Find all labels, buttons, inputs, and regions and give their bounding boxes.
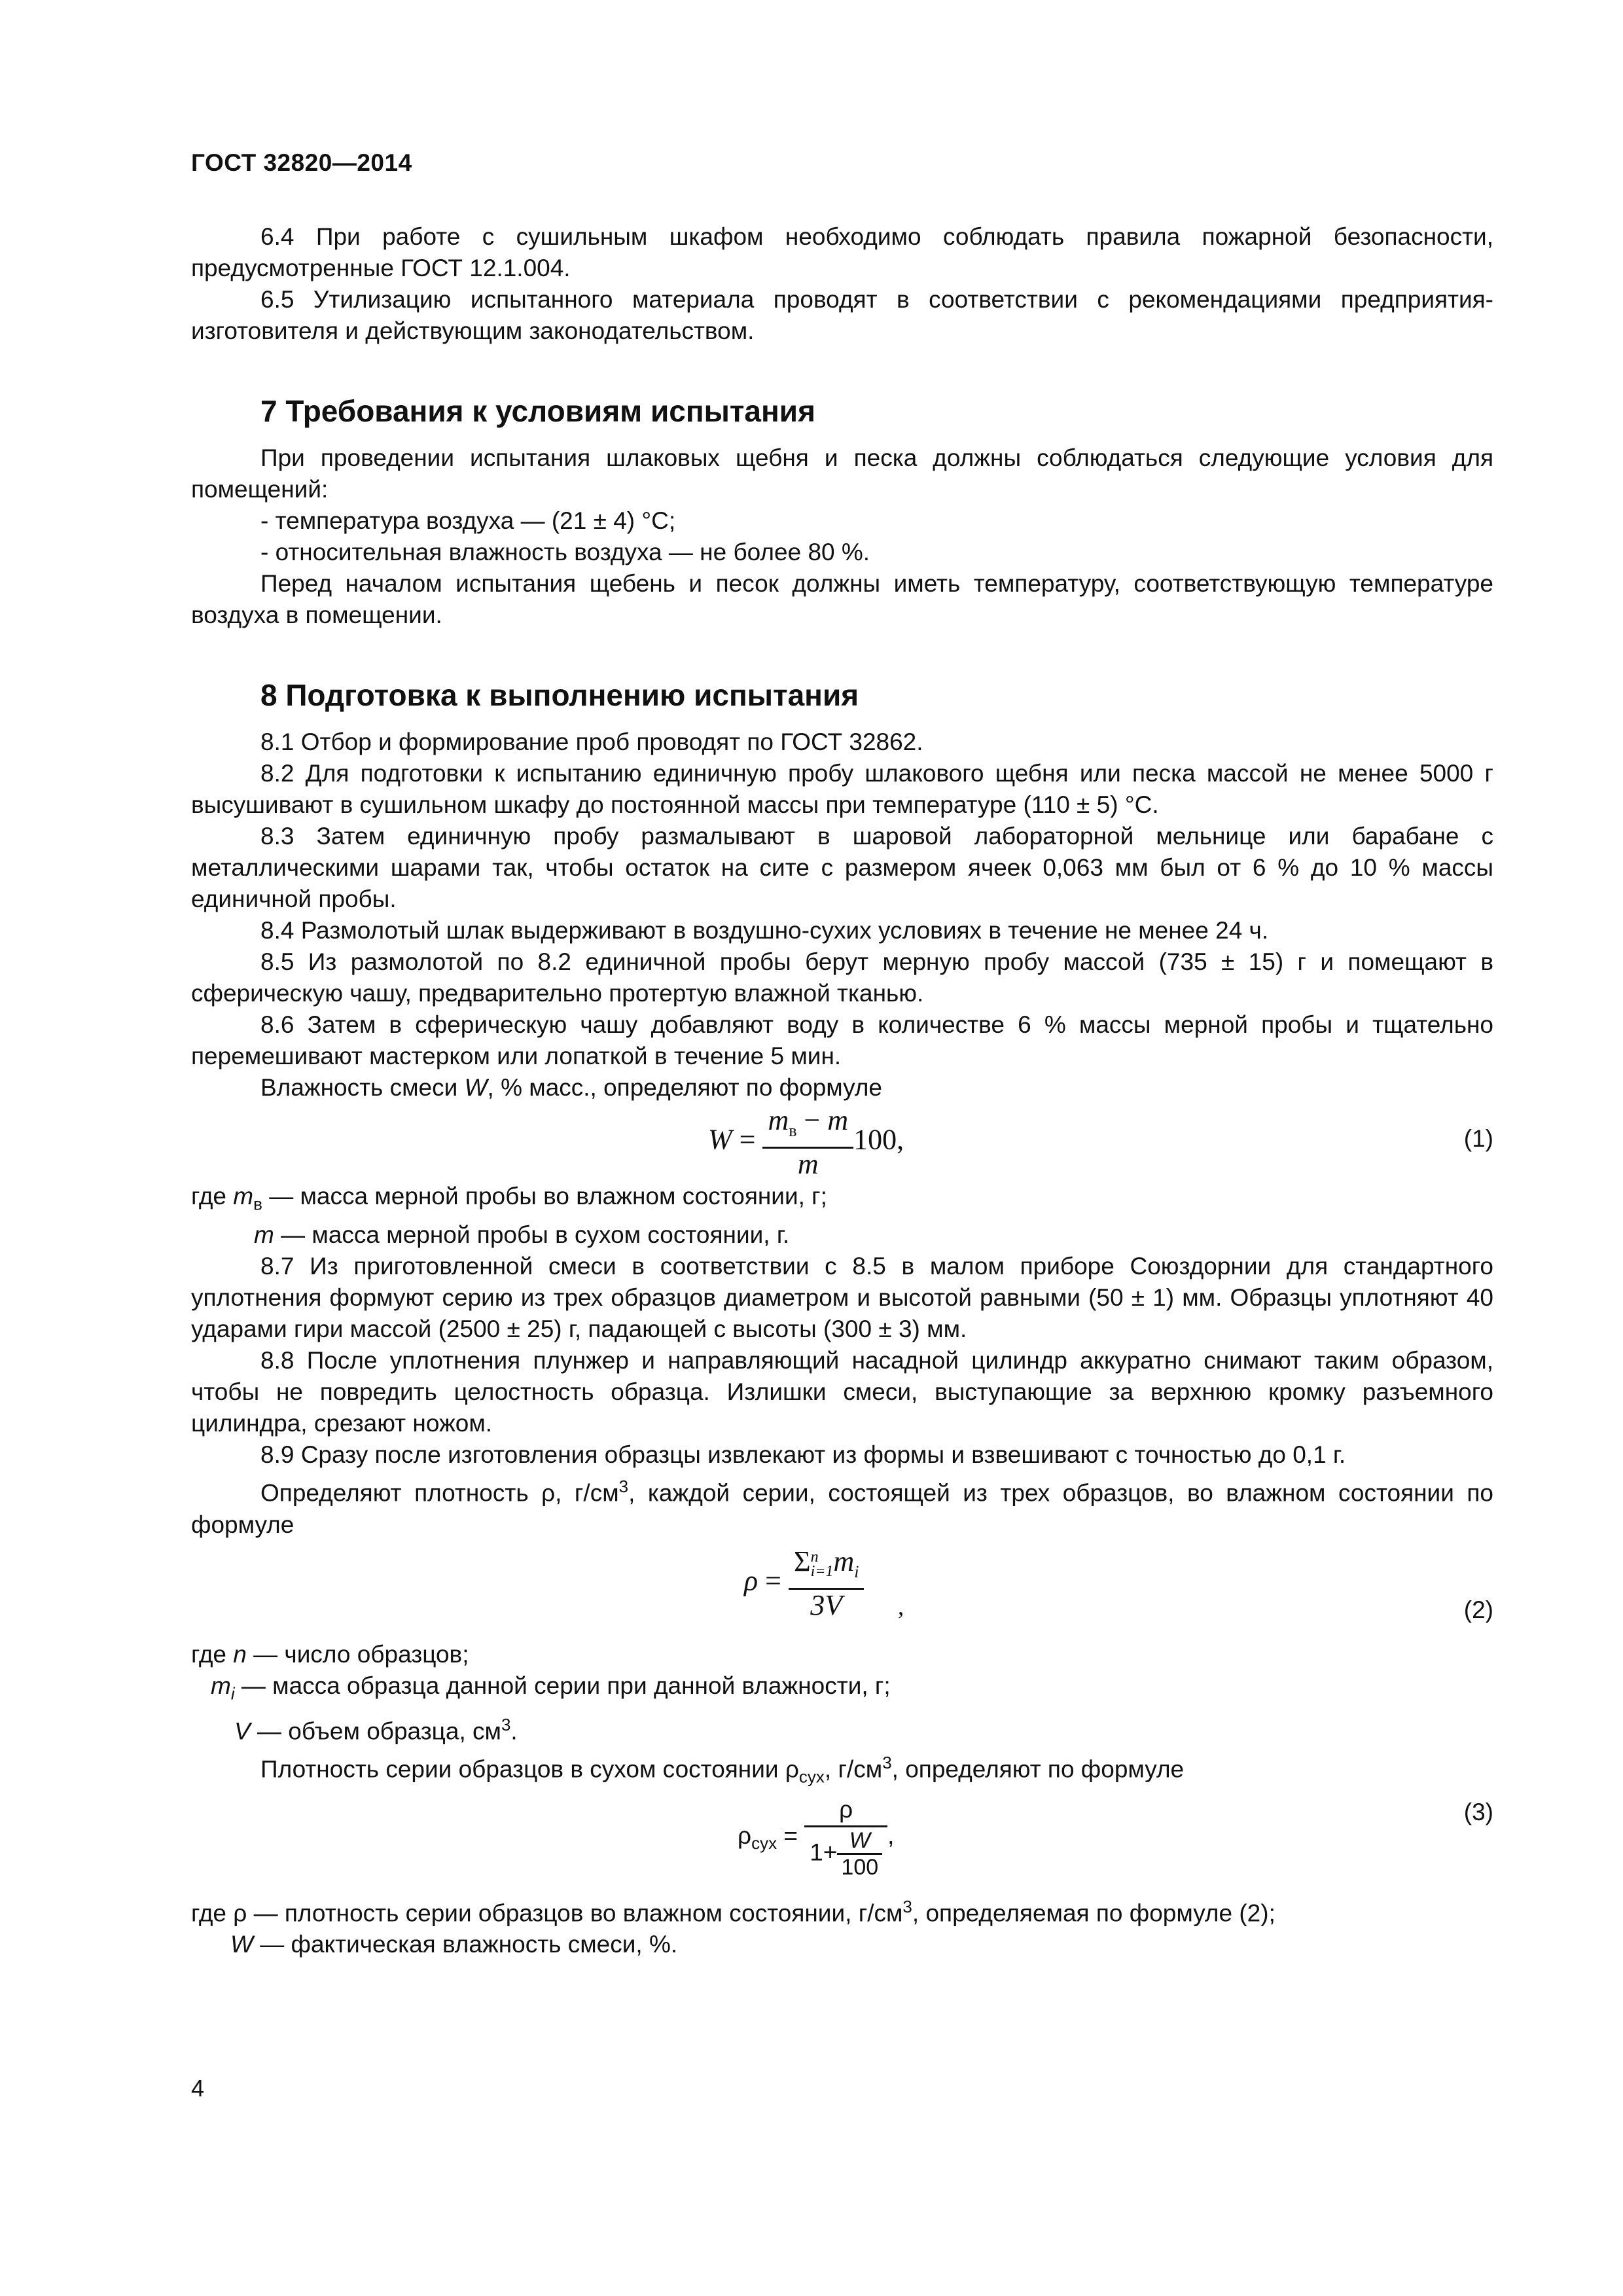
paragraph-8-4: 8.4 Размолотый шлак выдерживают в воздушно-сухих условиях в течение не менее 24 ч. xyxy=(260,917,1269,944)
formula-1: W = $\frac{m_в - m}{m}$ 100, (1) xyxy=(708,1104,1493,1180)
paragraph-8-5: 8.5 Из размолотой по 8.2 единичной пробы берут мерную пробу массой (735 ± 15) г и помещают в сферическую чашу, предварительно протертую влажной тканью. xyxy=(191,948,1493,1007)
document-header: ГОСТ 32820—2014 xyxy=(191,149,412,176)
paragraph-8-8: 8.8 После уплотнения плунжер и направляющий насадной цилиндр аккуратно снимают таким образом, чтобы не повредить целостность образца. Излишки смеси, выступающие за верхнюю кромку разъемного цилиндра, срезают ножом. xyxy=(191,1347,1493,1437)
formula-2-fraction: Σ n i=1 $m_i$ 3V xyxy=(789,1547,865,1620)
formula-2: ρ = Σ n i=1 $m_i$ 3V , (2) xyxy=(191,1541,1493,1639)
formula-3-fraction: ρ 1+ $\frac{W}{100}$ xyxy=(804,1795,887,1879)
paragraph-8-2: 8.2 Для подготовки к испытанию единичную пробу шлакового щебня или песка массой не менее 5000 г высушивают в сушильном шкафу до постоянной массы при температуре (110 ± 5) °С. xyxy=(191,760,1493,818)
formula-3-number: (3) xyxy=(1463,1799,1493,1826)
where-2-mi: $m_i$ — масса образца данной серии при данной влажности, г; xyxy=(211,1672,891,1704)
paragraph-8-1: 8.1 Отбор и формирование проб проводят по ГОСТ 32862. xyxy=(260,728,923,755)
formula-3: $\rho_{сух}$ = ρ 1+ $\frac{W}{100}$ , (3) xyxy=(738,1796,1493,1880)
paragraph-8-7: 8.7 Из приготовленной смеси в соответствии с 8.5 в малом приборе Союздорнии для стандартного уплотнения формуют серию из трех образцов диаметром и высотой равными (50 ± 1) мм. Образцы уплотняют 40 ударами гири массой (2500 ± 25) г, падающей с высоты (300 ± 3) мм. xyxy=(191,1253,1493,1343)
moisture-intro: Влажность смеси W, % масс., определяют по формуле xyxy=(260,1074,882,1101)
section-7-title: 7 Требования к условиям испытания xyxy=(260,394,815,428)
paragraph-6-4: 6.4 При работе с сушильным шкафом необходимо соблюдать правила пожарной безопасности, предусмотренные ГОСТ 12.1.004. xyxy=(191,223,1493,281)
section-7-intro: При проведении испытания шлаковых щебня и песка должны соблюдаться следующие условия для помещений: xyxy=(191,444,1493,503)
paragraph-6-5: 6.5 Утилизацию испытанного материала проводят в соответствии с рекомендациями предприятия-изготовителя и действующим законодательством. xyxy=(191,286,1493,344)
section-7-after: Перед началом испытания щебень и песок должны иметь температуру, соответствующую температуре воздуха в помещении. xyxy=(191,570,1493,628)
where-2-n: где n — число образцов; xyxy=(191,1640,469,1668)
dry-density-intro: Плотность серии образцов в сухом состоянии $\rho_{сух}$, $г/см^3$, определяют по формуле xyxy=(260,1753,1185,1787)
paragraph-8-9: 8.9 Сразу после изготовления образцы извлекают из формы и взвешивают с точностью до 0,1 г. xyxy=(260,1441,1346,1469)
document-body xyxy=(191,221,1493,1960)
formula-1-number: (1) xyxy=(1463,1125,1493,1152)
where-1-m: m — масса мерной пробы в сухом состоянии, г. xyxy=(254,1221,790,1249)
where-2-v: V — объем образца, $см^3$. xyxy=(234,1715,518,1745)
paragraph-8-6: 8.6 Затем в сферическую чашу добавляют воду в количестве 6 % массы мерной пробы и тщательно перемешивают мастерком или лопаткой в течение 5 мин. xyxy=(191,1011,1493,1069)
condition-humidity: - относительная влажность воздуха — не более 80 %. xyxy=(260,539,870,565)
condition-temperature: - температура воздуха — (21 ± 4) °С; xyxy=(260,507,676,534)
formula-2-number: (2) xyxy=(1463,1596,1493,1623)
where-3-rho: где ρ — плотность серии образцов во влажном состоянии, $г/см^3$, определяемая по формуле (2); xyxy=(191,1897,1275,1927)
paragraph-8-3: 8.3 Затем единичную пробу размалывают в шаровой лабораторной мельнице или барабане с металлическими шарами так, чтобы остаток на сите с размером ячеек 0,063 мм был от 6 % до 10 % массы единичной пробы. xyxy=(191,823,1493,912)
density-intro: Определяют плотность ρ, $г/см^3$, каждой серии, состоящей из трех образцов, во влажном состоянии по формуле xyxy=(191,1477,1493,1538)
page-number: 4 xyxy=(191,2075,205,2102)
section-8-title: 8 Подготовка к выполнению испытания xyxy=(260,678,859,712)
where-1-mv: где $m_в$ — масса мерной пробы во влажном состоянии, г; xyxy=(191,1183,827,1214)
where-3-w: W — фактическая влажность смеси, %. xyxy=(230,1931,678,1958)
formula-1-fraction: $\frac{m_в - m}{m}$ xyxy=(762,1106,853,1179)
